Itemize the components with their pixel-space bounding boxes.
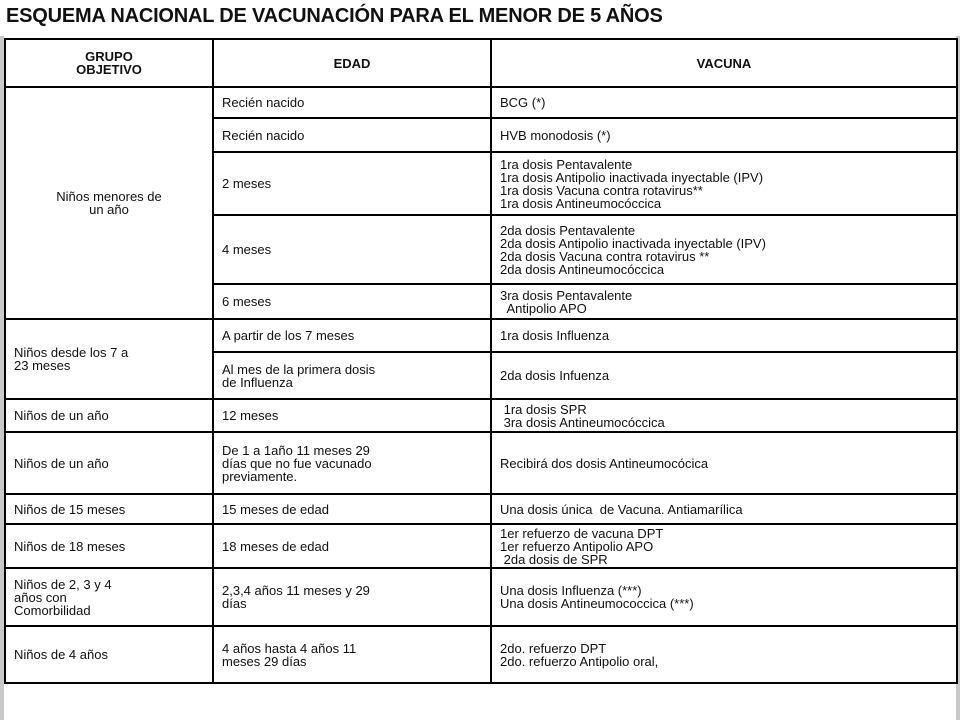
cell-vacuna: 2do. refuerzo DPT 2do. refuerzo Antipolio oral, xyxy=(491,626,957,683)
table-row xyxy=(5,494,957,524)
cell-vacuna: 1ra dosis Pentavalente 1ra dosis Antipolio inactivada inyectable (IPV) 1ra dosis Vacuna contra rotavirus** 1ra dosis Antineumocóccica xyxy=(491,152,957,215)
cell-vacuna: 1er refuerzo de vacuna DPT 1er refuerzo Antipolio APO 2da dosis de SPR xyxy=(491,524,957,568)
cell-vacuna: 3ra dosis Pentavalente Antipolio APO xyxy=(491,284,957,319)
cell-vacuna: 1ra dosis SPR 3ra dosis Antineumocóccica xyxy=(491,399,957,432)
cell-grupo-objetivo: Niños de 18 meses xyxy=(5,524,213,568)
cell-vacuna: 1ra dosis Influenza xyxy=(491,319,957,352)
cell-grupo-objetivo: Niños de 4 años xyxy=(5,626,213,683)
table-row xyxy=(5,626,957,683)
cell-edad: 6 meses xyxy=(213,284,491,319)
cell-edad: 2 meses xyxy=(213,152,491,215)
cell-edad: 12 meses xyxy=(213,399,491,432)
page-title: ESQUEMA NACIONAL DE VACUNACIÓN PARA EL MENOR DE 5 AÑOS xyxy=(6,5,663,27)
table-row xyxy=(5,87,957,118)
table-row xyxy=(5,432,957,494)
cell-grupo-objetivo: Niños de 15 meses xyxy=(5,494,213,524)
cell-edad: 4 años hasta 4 años 11 meses 29 días xyxy=(213,626,491,683)
table-row xyxy=(5,319,957,352)
cell-edad: De 1 a 1año 11 meses 29 días que no fue vacunado previamente. xyxy=(213,432,491,494)
vaccination-schedule-table xyxy=(4,38,958,684)
cell-edad: Al mes de la primera dosis de Influenza xyxy=(213,352,491,399)
cell-edad: 4 meses xyxy=(213,215,491,284)
table-header-row xyxy=(5,39,957,87)
cell-vacuna: Recibirá dos dosis Antineumocócica xyxy=(491,432,957,494)
header-vacuna: VACUNA xyxy=(491,39,957,87)
cell-edad: 2,3,4 años 11 meses y 29 días xyxy=(213,568,491,626)
table-row xyxy=(5,568,957,626)
cell-edad: 15 meses de edad xyxy=(213,494,491,524)
cell-vacuna: 2da dosis Infuenza xyxy=(491,352,957,399)
cell-vacuna: BCG (*) xyxy=(491,87,957,118)
table-body xyxy=(5,87,957,683)
cell-edad: A partir de los 7 meses xyxy=(213,319,491,352)
cell-grupo-objetivo: Niños de un año xyxy=(5,399,213,432)
header-grupo-objetivo: GRUPO OBJETIVO xyxy=(5,39,213,87)
cell-edad: 18 meses de edad xyxy=(213,524,491,568)
cell-vacuna: HVB monodosis (*) xyxy=(491,118,957,152)
cell-vacuna: Una dosis Influenza (***) Una dosis Antineumococcica (***) xyxy=(491,568,957,626)
cell-vacuna: 2da dosis Pentavalente 2da dosis Antipolio inactivada inyectable (IPV) 2da dosis Vacuna contra rotavirus ** 2da dosis Antineumocóccica xyxy=(491,215,957,284)
cell-grupo-objetivo: Niños desde los 7 a 23 meses xyxy=(5,319,213,399)
table-row xyxy=(5,524,957,568)
table-row xyxy=(5,399,957,432)
cell-grupo-objetivo: Niños de 2, 3 y 4 años con Comorbilidad xyxy=(5,568,213,626)
cell-grupo-objetivo: Niños de un año xyxy=(5,432,213,494)
cell-edad: Recién nacido xyxy=(213,118,491,152)
cell-edad: Recién nacido xyxy=(213,87,491,118)
header-edad: EDAD xyxy=(213,39,491,87)
cell-grupo-objetivo: Niños menores de un año xyxy=(5,87,213,319)
cell-vacuna: Una dosis única de Vacuna. Antiamarílica xyxy=(491,494,957,524)
